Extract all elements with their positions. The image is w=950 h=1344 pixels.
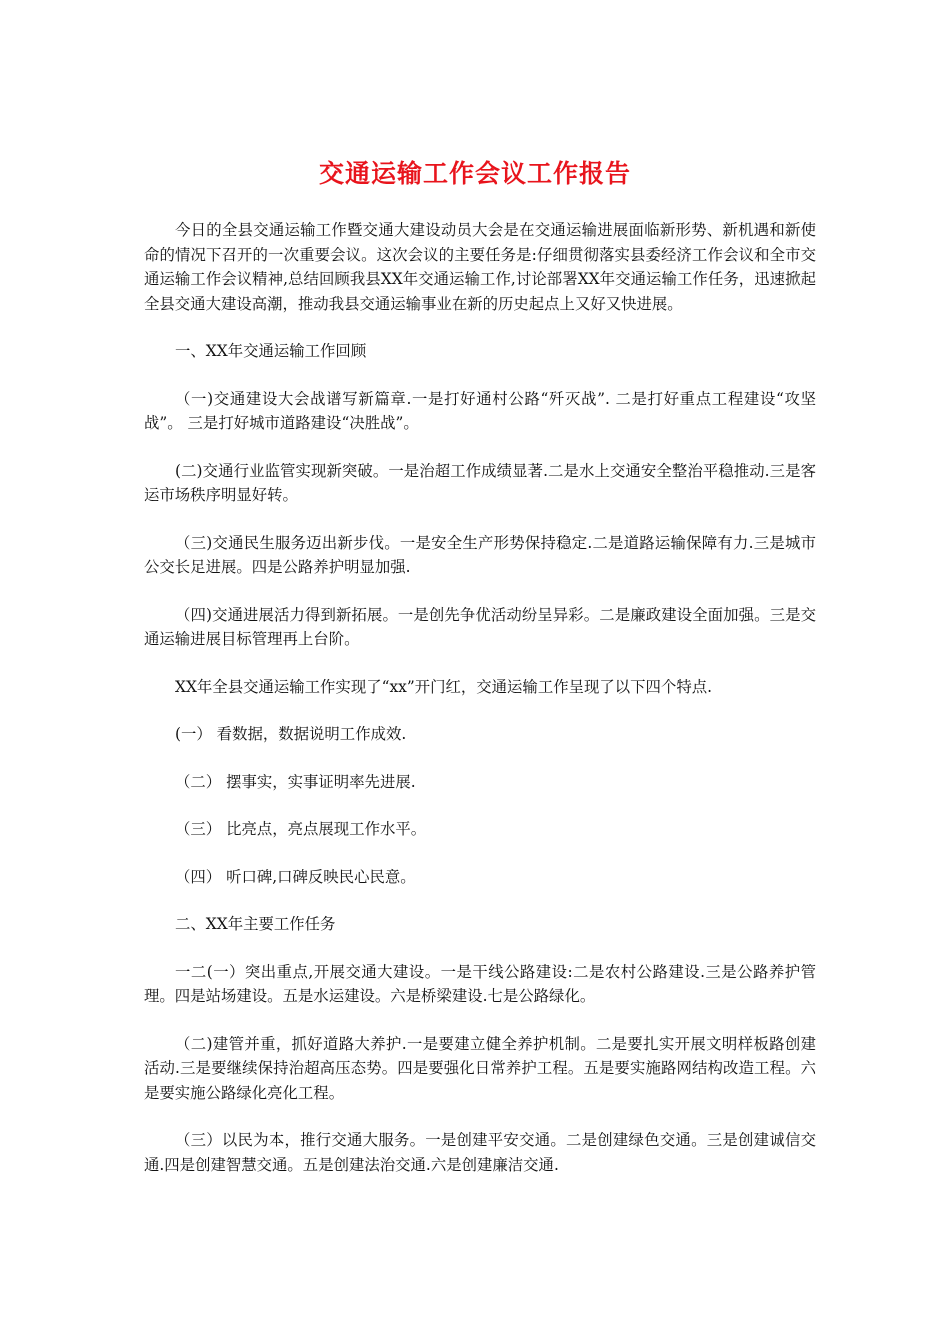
feature-item-3: （三） 比亮点，亮点展现工作水平。 (175, 820, 427, 838)
paragraph-review-4: （四)交通进展活力得到新拓展。一是创先争优活动纷呈异彩。二是廉政建设全面加强。三是交通运输进展目标管理再上台阶。 (144, 605, 816, 648)
paragraph-review-2: (二)交通行业监管实现新突破。一是治超工作成绩显著.二是水上交通安全整治平稳推动.三是客运市场秩序明显好转。 (144, 461, 816, 504)
paragraph-task-2: （二)建管并重，抓好道路大养护.一是要建立健全养护机制。二是要扎实开展文明样板路创建活动.三是要继续保持治超高压态势。四是要强化日常养护工程。五是要实施路网结构改造工程。六是要实施公路绿化亮化工程。 (144, 1034, 816, 1102)
feature-item-1: (一） 看数据，数据说明工作成效. (175, 725, 407, 743)
paragraph-intro: 今日的全县交通运输工作暨交通大建设动员大会是在交通运输进展面临新形势、新机遇和新使命的情况下召开的一次重要会议。这次会议的主要任务是:仔细贯彻落实县委经济工作会议和全市交通运输工作会议精神,总结回顾我县XX年交通运输工作,讨论部署XX年交通运输工作任务，迅速掀起全县交通大建设高潮，推动我县交通运输事业在新的历史起点上又好又快进展。 (144, 221, 816, 313)
feature-item-2: （二） 摆事实，实事证明率先进展. (175, 772, 416, 791)
section-heading-review: 一、XX年交通运输工作回顾 (175, 342, 367, 360)
section-heading-tasks: 二、XX年主要工作任务 (175, 915, 336, 933)
paragraph-task-1: 一二(一）突出重点,开展交通大建设。一是干线公路建设:二是农村公路建设.三是公路养护管理。四是站场建设。五是水运建设。六是桥梁建设.七是公路绿化。 (144, 962, 816, 1005)
document-title: 交通运输工作会议工作报告 (318, 159, 631, 188)
feature-item-4: （四） 听口碑,口碑反映民心民意。 (175, 867, 416, 886)
paragraph-features-intro: XX年全县交通运输工作实现了“xx”开门红，交通运输工作呈现了以下四个特点. (175, 677, 713, 696)
paragraph-review-1: （一)交通建设大会战谱写新篇章.一是打好通村公路“歼灭战”. 二是打好重点工程建设“攻坚战”。 三是打好城市道路建设“决胜战”。 (144, 389, 816, 432)
document-body (144, 218, 816, 1177)
paragraph-task-3: （三）以民为本，推行交通大服务。一是创建平安交通。二是创建绿色交通。三是创建诚信交通.四是创建智慧交通。五是创建法治交通.六是创建廉洁交通. (144, 1131, 816, 1174)
paragraph-review-3: （三)交通民生服务迈出新步伐。一是安全生产形势保持稳定.二是道路运输保障有力.三是城市公交长足进展。四是公路养护明显加强. (144, 533, 816, 576)
